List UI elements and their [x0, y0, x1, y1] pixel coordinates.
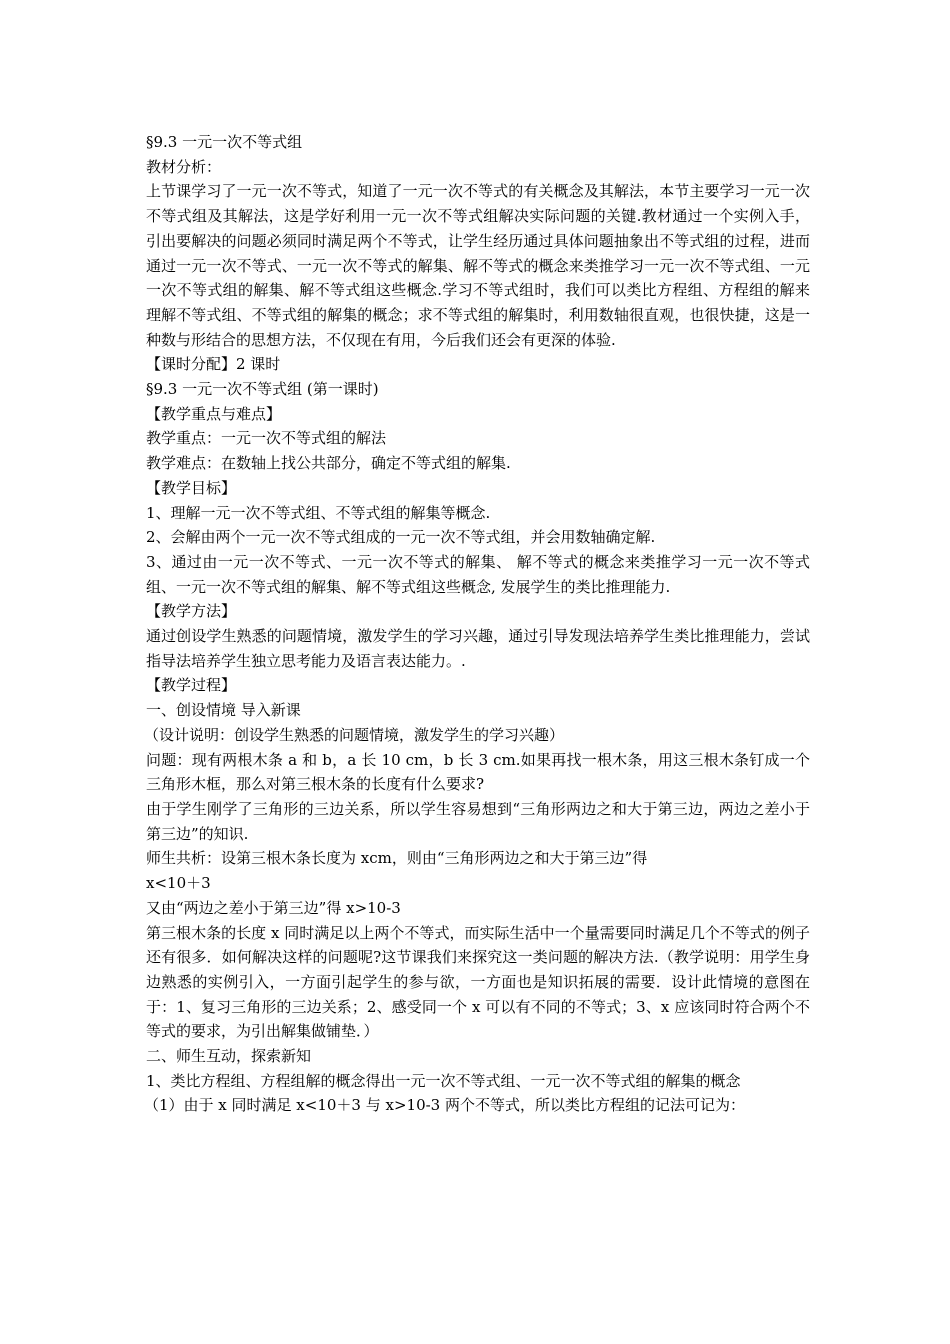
goal-2: 2、会解由两个一元一次不等式组成的一元一次不等式组，并会用数轴确定解.: [146, 528, 656, 547]
goal-1: 1、理解一元一次不等式组、不等式组的解集等概念.: [146, 503, 491, 522]
doc-title: §9.3 一元一次不等式组: [146, 133, 303, 151]
key-point: 教学重点：一元一次不等式组的解法: [146, 429, 387, 448]
goals-heading: 【教学目标】: [146, 478, 237, 497]
design-note: （设计说明：创设学生熟悉的问题情境，激发学生的学习兴趣）: [144, 725, 565, 744]
lesson-allocation: 【课时分配】2 课时: [146, 355, 281, 374]
analysis-heading: 教材分析：: [146, 157, 222, 176]
section-1-heading: 一、创设情境 导入新课: [146, 701, 301, 720]
concept-1: 1、类比方程组、方程组解的概念得出一元一次不等式组、一元一次不等式组的解集的概念: [146, 1071, 741, 1090]
lesson-title: §9.3 一元一次不等式组 (第一课时): [146, 380, 379, 399]
inequality-1: x<10＋3: [146, 874, 211, 893]
reasoning-text: 由于学生刚学了三角形的三边关系，所以学生容易想到“三角形两边之和大于第三边，两边之差小于第三边”的知识.: [146, 799, 810, 843]
section-2-heading: 二、师生互动，探索新知: [146, 1047, 312, 1066]
document-page: [146, 130, 810, 1118]
concept-1-sub: （1）由于 x 同时满足 x<10＋3 与 x>10-3 两个不等式，所以类比方程组的记法可记为：: [144, 1096, 745, 1115]
goal-3: 3、通过由一元一次不等式、一元一次不等式的解集、 解不等式的概念来类推学习一元一次不等式组、一元一次不等式组的解集、解不等式组这些概念, 发展学生的类比推理能力.: [146, 552, 810, 596]
analysis-text: 上节课学习了一元一次不等式，知道了一元一次不等式的有关概念及其解法，本节主要学习一元一次不等式组及其解法，这是学好利用一元一次不等式组解决实际问题的关键.教材通过一个实例入手，引出要解决的问题必须同时满足两个不等式，让学生经历通过具体问题抽象出不等式组的过程，进而通过一元一次不等式、一元一次不等式的解集、解不等式的概念来类推学习一元一次不等式组、一元一次不等式组的解集、解不等式组这些概念.学习不等式组时，我们可以类比方程组、方程组的解来理解不等式组、不等式组的解集的概念；求不等式组的解集时，利用数轴很直观，也很快捷，这是一种数与形结合的思想方法，不仅现在有用，今后我们还会有更深的体验.: [146, 182, 810, 349]
methods-text: 通过创设学生熟悉的问题情境，激发学生的学习兴趣，通过引导发现法培养学生类比推理能力，尝试指导法培养学生独立思考能力及语言表达能力。.: [146, 627, 810, 670]
key-points-heading: 【教学重点与难点】: [146, 404, 282, 423]
process-heading: 【教学过程】: [146, 676, 237, 695]
problem-text: 问题：现有两根木条 a 和 b，a 长 10 cm，b 长 3 cm.如果再找一根木条，用这三根木条钉成一个三角形木框，那么对第三根木条的长度有什么要求?: [146, 750, 810, 794]
inequality-2: 又由“两边之差小于第三边”得 x>10-3: [146, 898, 401, 917]
joint-analysis: 师生共析：设第三根木条长度为 xcm，则由“三角形两边之和大于第三边”得: [146, 849, 648, 868]
difficulty: 教学难点：在数轴上找公共部分，确定不等式组的解集.: [146, 454, 511, 473]
third-stick-text: 第三根木条的长度 x 同时满足以上两个不等式，而实际生活中一个量需要同时满足几个不等式的例子还有很多．如何解决这样的问题呢?这节课我们来探究这一类问题的解决方法.（教学说明：用学生身边熟悉的实例引入，一方面引起学生的参与欲，一方面也是知识拓展的需要．设计此情境的意图在于：1、复习三角形的三边关系；2、感受同一个 x 可以有不同的不等式；3、x 应该同时符合两个不等式的要求，为引出解集做铺垫．）: [146, 923, 810, 1041]
methods-heading: 【教学方法】: [146, 602, 237, 621]
